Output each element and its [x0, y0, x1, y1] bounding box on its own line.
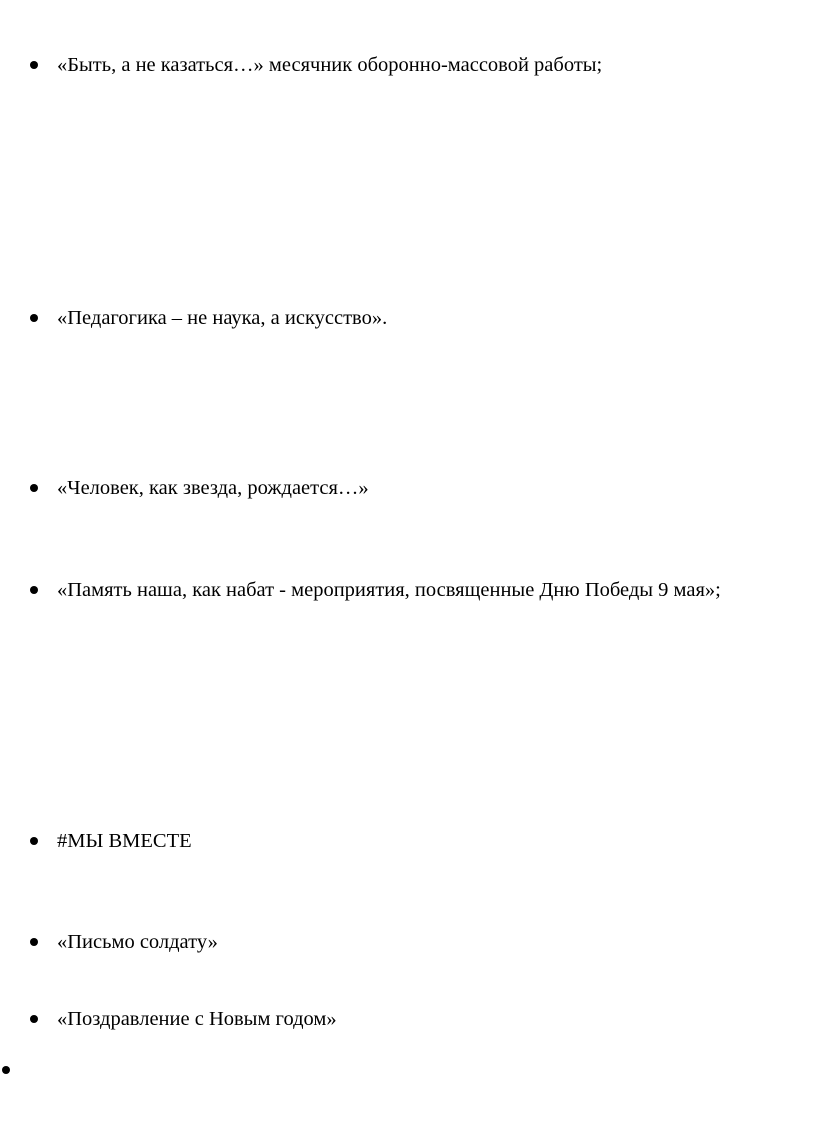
bullet-icon	[30, 484, 38, 492]
bullet-icon	[30, 938, 38, 946]
list-item-text: «Человек, как звезда, рождается…»	[57, 477, 369, 499]
empty-bullet-icon	[2, 1066, 10, 1074]
list-item-text: #МЫ ВМЕСТЕ	[57, 830, 192, 852]
bullet-icon	[30, 61, 38, 69]
list-item-text: «Педагогика – не наука, а искусство».	[57, 307, 388, 329]
bullet-icon	[30, 586, 38, 594]
bullet-icon	[30, 837, 38, 845]
list-item-text: «Быть, а не казаться…» месячник оборонно-массовой работы;	[57, 54, 603, 76]
bullet-icon	[30, 314, 38, 322]
bullet-icon	[30, 1015, 38, 1023]
list-item-text: «Письмо солдату»	[57, 931, 218, 953]
list-item-text: «Память наша, как набат - мероприятия, посвященные Дню Победы 9 мая»;	[57, 579, 721, 601]
list-item-text: «Поздравление с Новым годом»	[57, 1008, 337, 1030]
